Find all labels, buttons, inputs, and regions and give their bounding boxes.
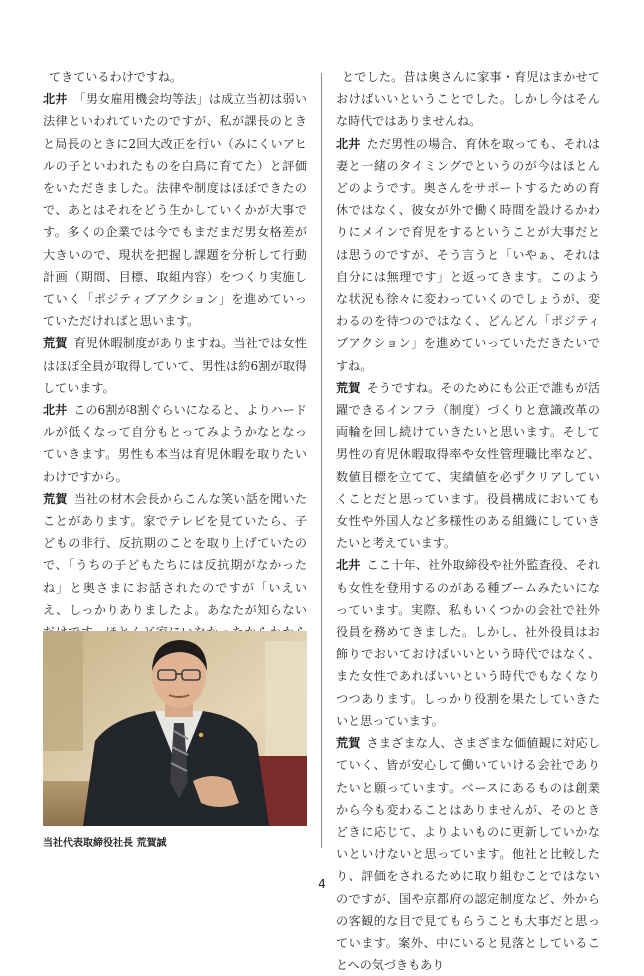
portrait-illustration xyxy=(43,631,307,826)
speaker-name: 荒賀 xyxy=(43,491,68,506)
paragraph xyxy=(336,732,600,976)
column-divider xyxy=(321,73,322,848)
paragraph xyxy=(43,66,307,88)
speaker-name: 北井 xyxy=(336,136,361,151)
paragraph xyxy=(336,377,600,555)
photo-caption: 当社代表取締役社長 荒賀誠 xyxy=(43,838,167,849)
speaker-name: 北井 xyxy=(43,403,68,418)
right-column xyxy=(336,66,600,976)
paragraph-text: さまざまな人、さまざまな価値観に対応していく、皆が安心して働いていける会社でありたいと願っています。ベースにあるものは創業から今も変わることはありませんが、そのときどきに応じて、よりよいものに更新していかないといけないと思っています。他社と比較したり、評価をされるために取り組むことではないのですが、国や京都府の認定制度など、外からの客観的な目で見てもらうことも大事だと思っています。案外、中にいると見落としていることへの気づきもあり xyxy=(336,736,600,973)
speaker-name: 北井 xyxy=(336,558,361,573)
paragraph xyxy=(43,399,307,488)
speaker-name: 荒賀 xyxy=(336,736,361,751)
paragraph xyxy=(336,66,600,133)
paragraph-text: 当社の材木会長からこんな笑い話を聞いたことがあります。家でテレビを見ていたら、子どもの非行、反抗期のことを取り上げていたので、「うちの子どもたちには反抗期がなかったね」と奥さまにお話されたのですが「いえいえ、しっかりありましたよ。あなたが知らない xyxy=(43,491,307,617)
paragraph xyxy=(336,133,600,377)
paragraph xyxy=(336,554,600,732)
paragraph-text: そうですね。そのためにも公正で誰もが活躍できるインフラ（制度）づくりと意識改革の両輪を回し続けていきたいと思います。そして男性の育児休暇取得率や女性管理職比率など、数値目標を立てて、実績値を必ずクリアしていくことだと思っています。役員構成においても女性や外国人など多様性のある組織にしていきたいと考えています。 xyxy=(336,380,600,551)
speaker-name: 北井 xyxy=(43,92,68,107)
paragraph xyxy=(43,332,307,399)
paragraph-text: ここ十年、社外取締役や社外監査役、それも女性を登用するのがある種ブームみたいになっています。実際、私もいくつかの会社で社外役員を務めてきました。しかし、社外役員はお飾りでおいておけばいいという時代ではなく、また女性であればいいという時代でもなくなりつつあります。しっかり役割を果たしていきたいと思っています。 xyxy=(336,558,600,728)
page-number: 4 xyxy=(318,877,326,891)
paragraph-text: 育児休暇制度がありますね。当社では女性はほぼ全員が取得していて、男性は約6割が取得しています。 xyxy=(43,336,307,395)
paragraph-text: とでした。昔は奥さんに家事・育児はまかせておけばいいということでした。しかし今はそんな時代ではありませんね。 xyxy=(336,70,600,129)
paragraph xyxy=(43,88,307,332)
president-photo xyxy=(43,631,307,826)
paragraph-text: てきているわけですね。 xyxy=(49,70,183,84)
speaker-name: 荒賀 xyxy=(43,336,68,351)
paragraph-text: ただ男性の場合、育休を取っても、それは妻と一緒のタイミングでというのが今はほとんどのようです。奥さんをサポートするための育休ではなく、彼女が外で働く時間を設けるかわりにメインで育児をするということが大事だとは思うのですが、そう言うと「いやぁ、それは自分には無理です」と返ってきます。このような状況も徐々に変わっていくのでしょうが、変わるのを待つのではなく、どんどん「ポジティブアクション」を進めていっていただきたいですね。 xyxy=(336,136,600,373)
paragraph-text: 「男女雇用機会均等法」は成立当初は弱い法律といわれていたのですが、私が課長のときと局長のときに2回大改正を行い（みにくいアヒルの子といわれたものを白鳥に育てた）と評価をいただきました。法律や制度はほぼできたので、あとはそれをどう生かしていくかが大事です。多くの企業では今でもまだまだ男女格差が大きいので、現状を把握し課題を分析して行動計画（期間、目標、取組内容）をつくり実施していく「ポジティブアクション」を進めていっていただければと思います。 xyxy=(43,92,307,329)
left-column xyxy=(43,66,307,688)
speaker-name: 荒賀 xyxy=(336,380,361,395)
paragraph-text: この6割が8割ぐらいになると、よりハードルが低くなって自分もとってみようかなとなっていきます。男性も本当は育児休暇を取りたいわけですから。 xyxy=(43,403,307,484)
